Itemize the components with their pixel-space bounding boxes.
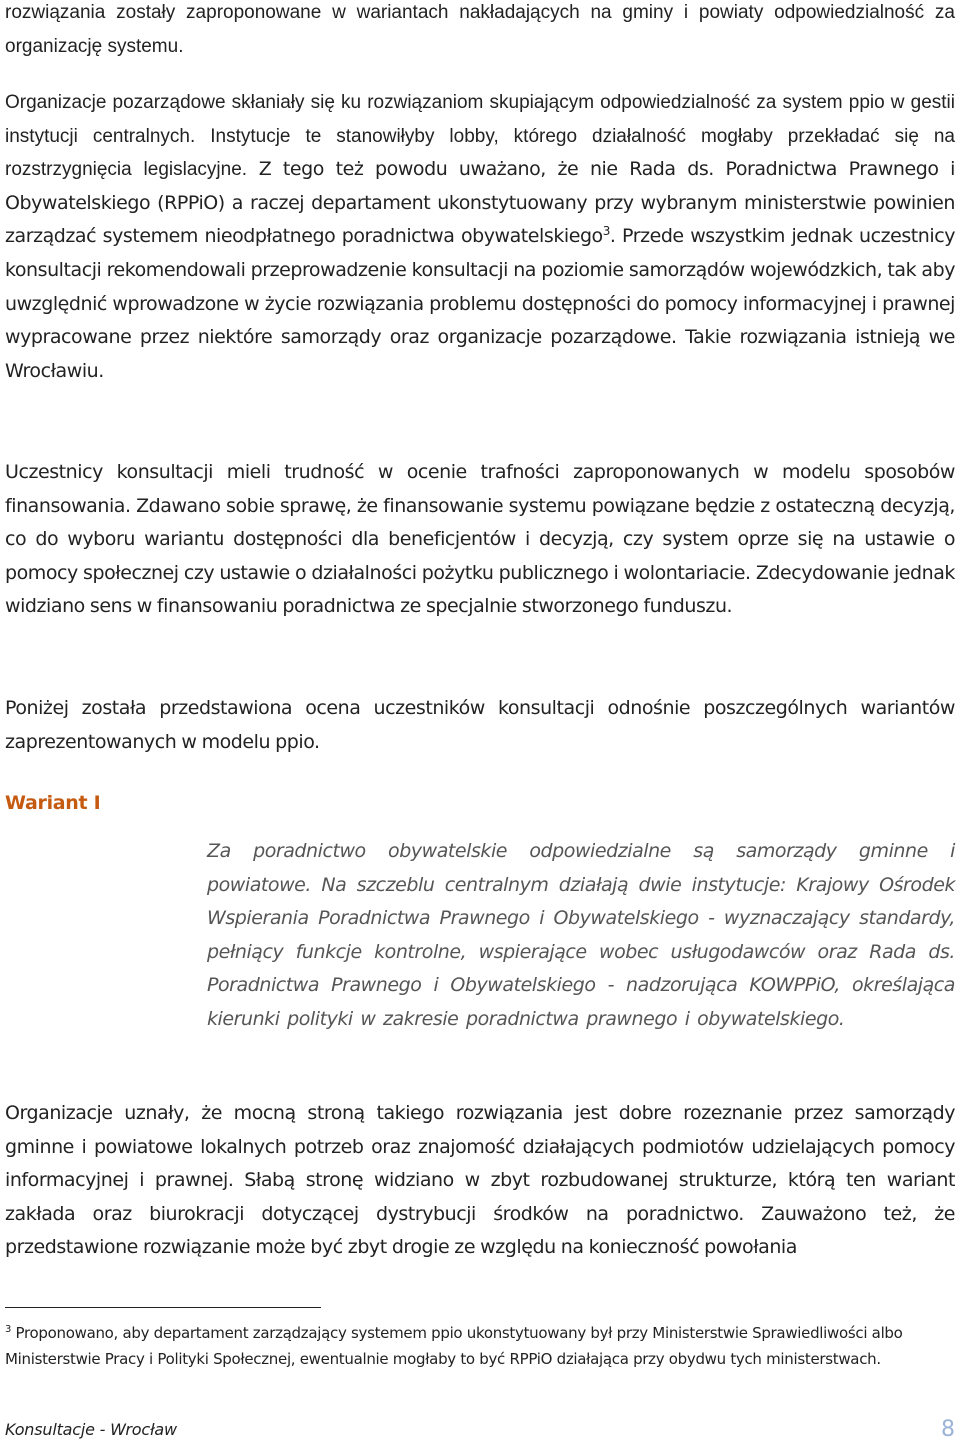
paragraph-intro-variants xyxy=(5,692,955,759)
page-number: 8 xyxy=(941,1417,955,1442)
footer-title: Konsultacje - Wrocław xyxy=(5,1420,177,1439)
footnote-number: 3 xyxy=(5,1324,12,1335)
paragraph-text: Poniżej została przedstawiona ocena uczestników konsultacji odnośnie poszczególnych wariantów zaprezentowanych w modelu ppio. xyxy=(5,697,955,753)
paragraph-evaluation xyxy=(5,1097,955,1265)
paragraph-text: Organizacje uznały, że mocną stroną takiego rozwiązania jest dobre rozeznanie przez samorządy gminne i powiatowe lokalnych potrzeb oraz znajomość działających podmiotów udzielających pomocy informacyjnej i prawnej. Słabą stronę widziano w zbyt rozbudowanej strukturze, którą ten wariant zakłada oraz biurokracji dotyczącej dystrybucji środków na poradnictwo. Zauważono też, że przedstawione rozwiązanie może być zbyt drogie ze względu na konieczność powołania xyxy=(5,1102,955,1259)
paragraph-text: Z tego też powodu uważano, że nie Rada ds. Poradnictwa Prawnego i Obywatelskiego (RPPiO) a raczej departament ukonstytuowany przy wybranym ministerstwie powinien zarządzać systemem nieodpłatnego poradnictwa obywatelskiego xyxy=(5,158,955,248)
variant-description-quote: Za poradnictwo obywatelskie odpowiedzialne są samorządy gminne i powiatowe. Na szczeblu centralnym działają dwie instytucje: Krajowy Ośrodek Wspierania Poradnictwa Prawnego i Obywatelskiego - wyznaczający standardy, pełniący funkcje kontrolne, wspierające wobec usługodawców oraz Rada ds. Poradnictwa Prawnego i Obywatelskiego - nadzorująca KOWPPiO, określająca kierunki polityki w zakresie poradnictwa prawnego i obywatelskiego. xyxy=(207,840,955,1030)
section-heading-wariant-1: Wariant I xyxy=(5,792,101,814)
paragraph-text: Uczestnicy konsultacji mieli trudność w ocenie trafności zaproponowanych w modelu sposobów finansowania. Zdawano sobie sprawę, że finansowanie systemu powiązane będzie z ostateczną decyzją, co do wyboru wariantu dostępności dla beneficjentów i decyzją, czy system oprze się na ustawie o pomocy społecznej czy ustawie o działalności pożytku publicznego i wolontariacie. Zdecydowanie jednak widziano sens w finansowaniu poradnictwa ze specjalnie stworzonego funduszu. xyxy=(5,461,955,618)
footnote-text: Proponowano, aby departament zarządzający systemem ppio ukonstytuowany był przy Ministerstwie Sprawiedliwości albo Ministerstwie Pracy i Polityki Społecznej, ewentualnie mogłaby to być RPPiO działająca przy obydwu tych ministerstwach. xyxy=(5,1324,903,1368)
footnote xyxy=(5,1320,955,1372)
footnote-reference[interactable]: 3 xyxy=(602,224,610,239)
paragraph-text-end: . Przede wszystkim jednak uczestnicy konsultacji rekomendowali przeprowadzenie konsultacji na poziomie samorządów wojewódzkich, tak aby uwzględnić wprowadzone w życie rozwiązania problemu dostępności do pomocy informacyjnej i prawnej wypracowane przez niektóre samorządy oraz organizacje pozarządowe. Takie rozwiązania istnieją we Wrocławiu. xyxy=(5,225,956,382)
paragraph-text: rozwiązania zostały zaproponowane w wariantach nakładających na gminy i powiaty odpowiedzialność za organizację systemu. xyxy=(5,2,955,57)
paragraph-text-arial: Organizacje pozarządowe skłaniały się ku rozwiązaniom skupiającym odpowiedzialność za system ppio w gestii instytucji centralnych. Instytucje te stanowiłyby lobby, którego działalność mogłaby przekładać się na rozstrzygnięcia legislacyjne. xyxy=(5,92,955,181)
paragraph-continuation xyxy=(5,0,955,63)
paragraph-financing xyxy=(5,456,955,624)
paragraph-organizations xyxy=(5,86,955,388)
footnote-separator xyxy=(5,1307,321,1308)
